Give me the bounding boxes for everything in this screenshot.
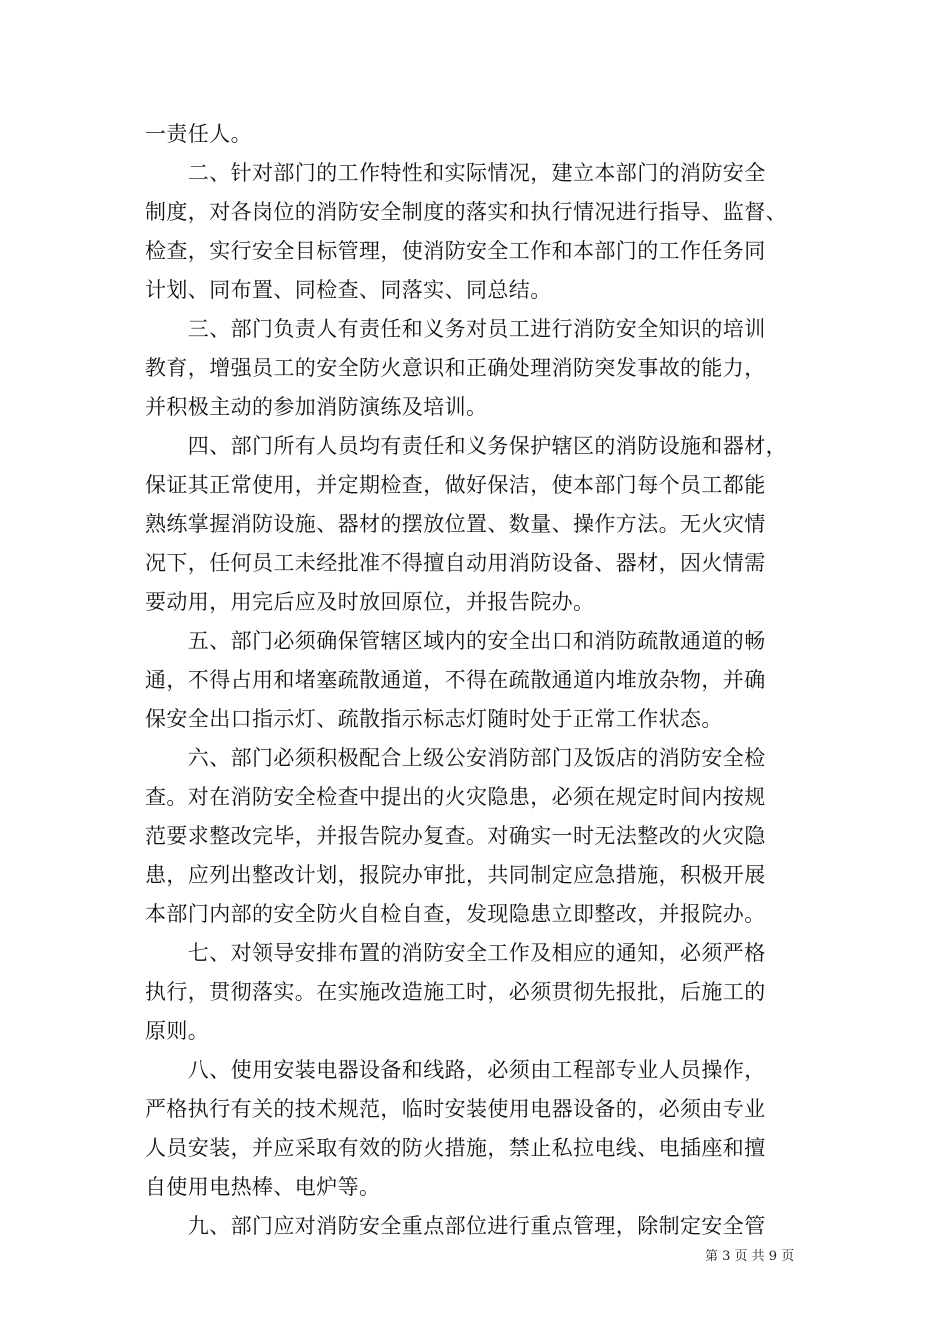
- text-line: 一责任人。: [145, 122, 252, 146]
- text-line: 保安全出口指示灯、疏散指示标志灯随时处于正常工作状态。: [145, 707, 723, 731]
- text-line: 要动用，用完后应及时放回原位，并报告院办。: [145, 590, 595, 614]
- text-line: 五、部门必须确保管辖区域内的安全出口和消防疏散通道的畅: [145, 629, 766, 653]
- text-line: 检查，实行安全目标管理，使消防安全工作和本部门的工作任务同: [145, 239, 766, 263]
- text-line: 原则。: [145, 1019, 210, 1043]
- text-line: 计划、同布置、同检查、同落实、同总结。: [145, 278, 552, 302]
- document-body: [145, 115, 820, 1246]
- text-line: 执行，贯彻落实。在实施改造施工时，必须贯彻先报批，后施工的: [145, 980, 766, 1004]
- text-line: 九、部门应对消防安全重点部位进行重点管理，除制定安全管: [145, 1214, 766, 1238]
- page-number: 第 3 页 共 9 页: [705, 1249, 795, 1264]
- text-line: 查。对在消防安全检查中提出的火灾隐患，必须在规定时间内按规: [145, 785, 766, 809]
- text-line: 四、部门所有人员均有责任和义务保护辖区的消防设施和器材，: [145, 434, 787, 458]
- text-line: 人员安装，并应采取有效的防火措施，禁止私拉电线、电插座和擅: [145, 1136, 766, 1160]
- text-line: 患，应列出整改计划，报院办审批，共同制定应急措施，积极开展: [145, 863, 766, 887]
- text-line: 二、针对部门的工作特性和实际情况，建立本部门的消防安全: [145, 161, 766, 185]
- text-line: 六、部门必须积极配合上级公安消防部门及饭店的消防安全检: [145, 746, 766, 770]
- text-line: 范要求整改完毕，并报告院办复查。对确实一时无法整改的火灾隐: [145, 824, 766, 848]
- text-line: 保证其正常使用，并定期检查，做好保洁，使本部门每个员工都能: [145, 473, 766, 497]
- text-line: 通，不得占用和堵塞疏散通道，不得在疏散通道内堆放杂物，并确: [145, 668, 766, 692]
- text-line: 教育，增强员工的安全防火意识和正确处理消防突发事故的能力，: [145, 356, 766, 380]
- text-line: 七、对领导安排布置的消防安全工作及相应的通知，必须严格: [145, 941, 766, 965]
- text-line: 并积极主动的参加消防演练及培训。: [145, 395, 488, 419]
- text-line: 本部门内部的安全防火自检自查，发现隐患立即整改，并报院办。: [145, 902, 766, 926]
- text-line: 八、使用安装电器设备和线路，必须由工程部专业人员操作，: [145, 1058, 766, 1082]
- text-line: 三、部门负责人有责任和义务对员工进行消防安全知识的培训: [145, 317, 766, 341]
- text-line: 熟练掌握消防设施、器材的摆放位置、数量、操作方法。无火灾情: [145, 512, 766, 536]
- text-line: 严格执行有关的技术规范，临时安装使用电器设备的，必须由专业: [145, 1097, 766, 1121]
- text-line: 自使用电热棒、电炉等。: [145, 1175, 381, 1199]
- text-line: 制度，对各岗位的消防安全制度的落实和执行情况进行指导、监督、: [145, 200, 787, 224]
- text-line: 况下，任何员工未经批准不得擅自动用消防设备、器材，因火情需: [145, 551, 766, 575]
